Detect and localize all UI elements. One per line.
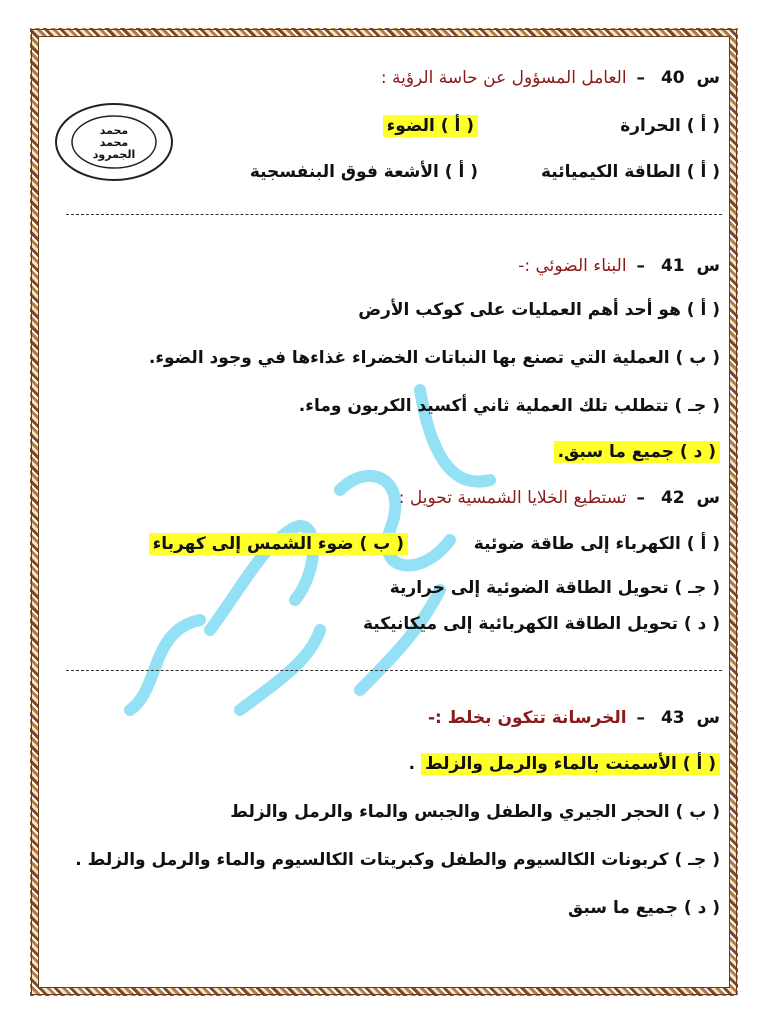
question-number: 42 xyxy=(660,488,685,508)
q42-option-d[interactable]: ( د ) تحويل الطاقة الكهربائية إلى ميكانيكية xyxy=(362,614,720,634)
question-prefix: س xyxy=(696,256,720,276)
q43-option-d[interactable]: ( د ) جميع ما سبق xyxy=(568,898,720,918)
question-text: البناء الضوئي :- xyxy=(518,256,627,276)
question-42 xyxy=(399,486,720,510)
question-prefix: س xyxy=(696,68,720,88)
q42-option-b-wrap xyxy=(149,532,408,556)
question-prefix: س xyxy=(696,488,720,508)
question-number: 40 xyxy=(660,68,685,88)
question-number: 43 xyxy=(660,708,685,728)
q41-option-d-wrap xyxy=(554,440,720,464)
q43-option-a-answer[interactable]: ( أ ) الأسمنت بالماء والرمل والزلط xyxy=(421,753,720,775)
q40-option-3[interactable]: ( أ ) الطاقة الكيميائية xyxy=(540,162,720,182)
q40-option-2-answer[interactable]: ( أ ) الضوء xyxy=(383,115,478,137)
official-stamp xyxy=(52,100,176,184)
q43-option-a-tail: . xyxy=(408,754,416,774)
question-41 xyxy=(518,254,720,278)
question-43 xyxy=(428,706,720,730)
q43-option-c[interactable]: ( جـ ) كربونات الكالسيوم والطفل وكبريتات الكالسيوم والماء والرمل والزلط . xyxy=(75,850,720,870)
question-text: العامل المسؤول عن حاسة الرؤية : xyxy=(380,68,627,88)
q42-option-a[interactable]: ( أ ) الكهرباء إلى طاقة ضوئية xyxy=(473,534,720,554)
question-dash: – xyxy=(636,256,646,276)
question-dash: – xyxy=(636,708,646,728)
question-prefix: س xyxy=(696,708,720,728)
q40-option-2-wrap xyxy=(383,114,478,138)
question-dash: – xyxy=(636,488,646,508)
question-40 xyxy=(381,66,720,90)
section-divider xyxy=(66,670,722,671)
stamp-line-1: محمد xyxy=(99,124,129,137)
question-dash: – xyxy=(636,68,646,88)
question-number: 41 xyxy=(660,256,685,276)
q43-option-a-wrap xyxy=(409,752,720,776)
q42-option-c[interactable]: ( جـ ) تحويل الطاقة الضوئية إلى حرارية xyxy=(389,578,720,598)
question-text: تستطيع الخلايا الشمسية تحويل : xyxy=(398,488,627,508)
q41-option-c[interactable]: ( جـ ) تتطلب تلك العملية ثاني أكسيد الكربون وماء. xyxy=(298,396,720,416)
q41-option-b[interactable]: ( ب ) العملية التي تصنع بها النباتات الخضراء غذاءها في وجود الضوء. xyxy=(148,348,720,368)
question-text: الخرسانة تتكون بخلط :- xyxy=(427,708,627,728)
q41-option-d-answer[interactable]: ( د ) جميع ما سبق. xyxy=(554,441,720,463)
q43-option-b[interactable]: ( ب ) الحجر الجيري والطفل والجبس والماء والرمل والزلط xyxy=(230,802,720,822)
q40-option-1[interactable]: ( أ ) الحرارة xyxy=(620,116,720,136)
q41-option-a[interactable]: ( أ ) هو أحد أهم العمليات على كوكب الأرض xyxy=(358,300,720,320)
stamp-line-3: الجمرود xyxy=(92,148,136,161)
section-divider xyxy=(66,214,722,215)
q42-option-b-answer[interactable]: ( ب ) ضوء الشمس إلى كهرباء xyxy=(149,533,408,555)
stamp-line-2: محمد xyxy=(99,136,129,149)
q40-option-4[interactable]: ( أ ) الأشعة فوق البنفسجية xyxy=(249,162,478,182)
